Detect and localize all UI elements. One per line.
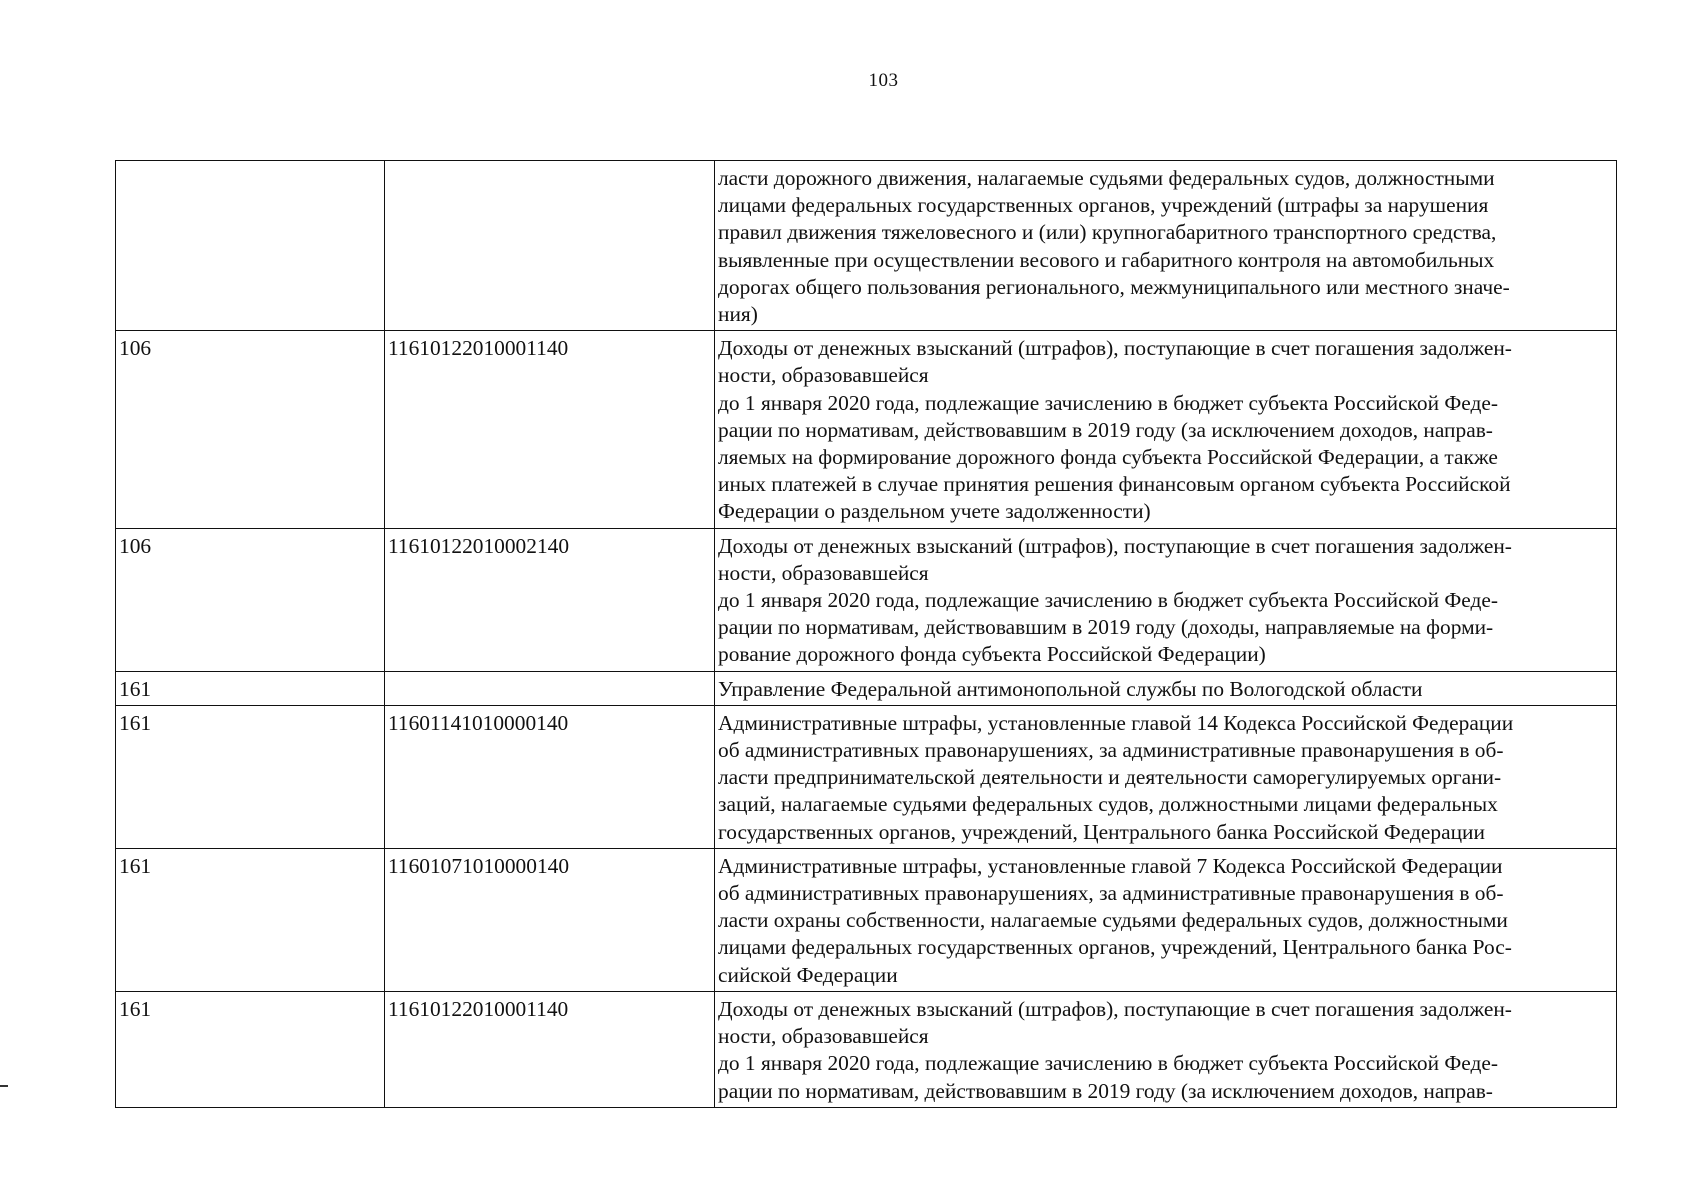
table-row (116, 991, 1617, 1107)
description-cell: Доходы от денежных взысканий (штрафов), поступающие в счет погашения задолжен- ности, образовавшейся до 1 января 2020 года, подлежащие зачислению в бюджет субъекта Российской Феде- рации по нормативам, действовавшим в 2019 году (доходы, направляемые на форми- рование дорожного фонда субъекта Российской Федерации) (715, 528, 1617, 671)
budget-code-cell (385, 161, 715, 331)
admin-code-cell (116, 161, 385, 331)
table-row (116, 161, 1617, 331)
budget-code-cell: 11610122010001140 (385, 991, 715, 1107)
table-row (116, 331, 1617, 528)
admin-code-cell: 161 (116, 671, 385, 705)
admin-code-cell: 161 (116, 848, 385, 991)
description-cell: Доходы от денежных взысканий (штрафов), поступающие в счет погашения задолжен- ности, образовавшейся до 1 января 2020 года, подлежащие зачислению в бюджет субъекта Российской Феде- рации по нормативам, действовавшим в 2019 году (за исключением доходов, направ- ляемых на формирование дорожного фонда субъекта Российской Федерации, а также иных платежей в случае принятия решения финансовым органом субъекта Российской Федерации о раздельном учете задолженности) (715, 331, 1617, 528)
table-row (116, 705, 1617, 848)
admin-code-cell: 106 (116, 528, 385, 671)
table-row (116, 848, 1617, 991)
description-cell: Административные штрафы, установленные главой 7 Кодекса Российской Федерации об административных правонарушениях, за административные правонарушения в об- ласти охраны собственности, налагаемые судьями федеральных судов, должностными лицами федеральных государственных органов, учреждений, Центрального банка Рос- сийской Федерации (715, 848, 1617, 991)
table-row (116, 528, 1617, 671)
description-cell: Управление Федеральной антимонопольной службы по Вологодской области (715, 671, 1617, 705)
budget-code-cell (385, 671, 715, 705)
admin-code-cell: 161 (116, 991, 385, 1107)
description-cell: Административные штрафы, установленные главой 14 Кодекса Российской Федерации об административных правонарушениях, за административные правонарушения в об- ласти предпринимательской деятельности и деятельности саморегулируемых органи- заций, налагаемые судьями федеральных судов, должностными лицами федеральных государственных органов, учреждений, Центрального банка Российской Федерации (715, 705, 1617, 848)
revenue-codes-table (115, 160, 1617, 1108)
description-cell: Доходы от денежных взысканий (штрафов), поступающие в счет погашения задолжен- ности, образовавшейся до 1 января 2020 года, подлежащие зачислению в бюджет субъекта Российской Феде- рации по нормативам, действовавшим в 2019 году (за исключением доходов, направ- (715, 991, 1617, 1107)
description-cell: ласти дорожного движения, налагаемые судьями федеральных судов, должностными лицами федеральных государственных органов, учреждений (штрафы за нарушения правил движения тяжеловесного и (или) крупногабаритного транспортного средства, выявленные при осуществлении весового и габаритного контроля на автомобильных дорогах общего пользования регионального, межмуниципального или местного значе- ния) (715, 161, 1617, 331)
page-number: 103 (868, 70, 899, 91)
budget-code-cell: 11601071010000140 (385, 848, 715, 991)
budget-code-cell: 11610122010001140 (385, 331, 715, 528)
budget-code-cell: 11601141010000140 (385, 705, 715, 848)
table-row (116, 671, 1617, 705)
admin-code-cell: 161 (116, 705, 385, 848)
admin-code-cell: 106 (116, 331, 385, 528)
margin-tick-mark (0, 1085, 8, 1087)
budget-code-cell: 11610122010002140 (385, 528, 715, 671)
